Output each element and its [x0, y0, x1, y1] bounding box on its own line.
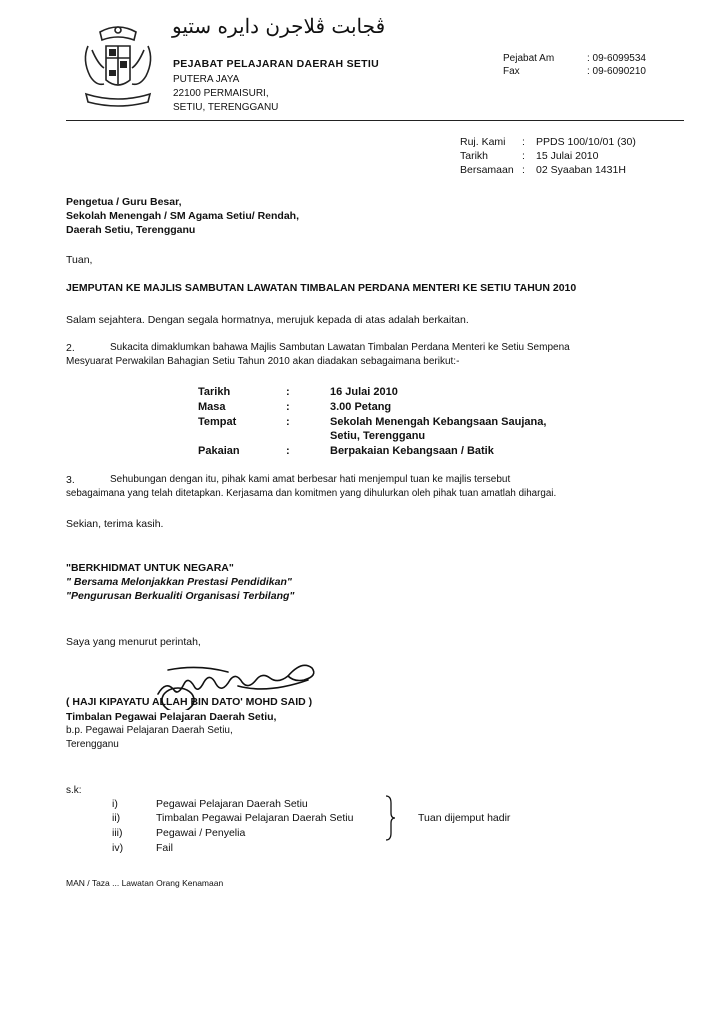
ref-row	[460, 164, 626, 176]
signatory-on-behalf: b.p. Pegawai Pelajaran Daerah Setiu,	[66, 725, 233, 736]
sign-off: Saya yang menurut perintah,	[66, 636, 201, 648]
sk-item-number: i)	[112, 798, 118, 810]
ref-sep: :	[522, 164, 525, 176]
para-2-line: Mesyuarat Perwakilan Bahagian Setiu Tahun 2010 akan diadakan sebagaimana berikut:-	[66, 356, 460, 367]
signatory-title: Timbalan Pegawai Pelajaran Daerah Setiu,	[66, 711, 277, 723]
right-brace-icon	[384, 795, 396, 841]
ref-row	[460, 136, 636, 148]
para-3-line: sebagaimana yang telah ditetapkan. Kerjasama dan komitmen yang dihulurkan oleh pihak tuan amatlah dihargai.	[66, 488, 557, 499]
address-line: 22100 PERMAISURI,	[173, 88, 269, 99]
sk-item-text: Timbalan Pegawai Pelajaran Daerah Setiu	[156, 812, 354, 824]
para-2-number: 2.	[66, 342, 75, 354]
motto-line: "BERKHIDMAT UNTUK NEGARA"	[66, 562, 234, 574]
sk-item-number: iii)	[112, 827, 123, 839]
detail-label: Tempat	[198, 416, 237, 428]
ref-sep: :	[522, 150, 525, 162]
detail-label: Masa	[198, 401, 226, 413]
salutation: Tuan,	[66, 254, 93, 266]
sk-note: Tuan dijemput hadir	[418, 812, 511, 824]
para-2-line: Sukacita dimaklumkan bahawa Majlis Sambutan Lawatan Timbalan Perdana Menteri ke Setiu Sempena	[110, 342, 570, 353]
sk-item-number: iv)	[112, 842, 124, 854]
detail-sep: :	[286, 416, 290, 428]
detail-label: Pakaian	[198, 445, 240, 457]
contact-fax	[503, 66, 646, 77]
detail-value: Berpakaian Kebangsaan / Batik	[330, 445, 494, 457]
ref-label: Tarikh	[460, 150, 489, 162]
sk-label: s.k:	[66, 785, 82, 796]
detail-sep: :	[286, 445, 290, 457]
detail-value: Sekolah Menengah Kebangsaan Saujana,	[330, 416, 547, 428]
recipient-line: Pengetua / Guru Besar,	[66, 196, 182, 208]
ref-value: 02 Syaaban 1431H	[536, 164, 626, 176]
address-line: SETIU, TERENGGANU	[173, 102, 279, 113]
detail-label: Tarikh	[198, 386, 231, 398]
detail-sep: :	[286, 401, 290, 413]
motto-line: "Pengurusan Berkualiti Organisasi Terbilang"	[66, 590, 295, 602]
contact-phone	[503, 53, 646, 64]
detail-value: 16 Julai 2010	[330, 386, 398, 398]
contact-value: : 09-6099534	[587, 53, 646, 64]
contact-label: Fax	[503, 66, 520, 77]
greeting: Salam sejahtera. Dengan segala hormatnya, merujuk kepada di atas adalah berkaitan.	[66, 314, 469, 326]
ref-sep: :	[522, 136, 525, 148]
ref-value: 15 Julai 2010	[536, 150, 599, 162]
office-name: PEJABAT PELAJARAN DAERAH SETIU	[173, 58, 379, 70]
contact-label: Pejabat Am	[503, 53, 555, 64]
ref-label: Ruj. Kami	[460, 136, 506, 148]
coat-of-arms-icon	[78, 24, 158, 110]
sk-item-text: Fail	[156, 842, 173, 854]
sk-item-text: Pegawai / Penyelia	[156, 827, 246, 839]
ref-row	[460, 150, 598, 162]
para-3-line: Sehubungan dengan itu, pihak kami amat berbesar hati menjempul tuan ke majlis tersebut	[110, 474, 511, 485]
recipient-line: Sekolah Menengah / SM Agama Setiu/ Rendah,	[66, 210, 299, 222]
footer-reference: MAN / Taza ... Lawatan Orang Kenamaan	[66, 878, 224, 888]
recipient-line: Daerah Setiu, Terengganu	[66, 224, 196, 236]
para-3-number: 3.	[66, 474, 75, 486]
motto-line: " Bersama Melonjakkan Prestasi Pendidikan"	[66, 576, 292, 588]
sk-item-text: Pegawai Pelajaran Daerah Setiu	[156, 798, 308, 810]
ref-value: PPDS 100/10/01 (30)	[536, 136, 636, 148]
ref-label: Bersamaan	[460, 164, 514, 176]
jawi-office-title: ڤجابت ڤلاجرن دايره ستيو	[172, 14, 386, 38]
detail-value: 3.00 Petang	[330, 401, 392, 413]
letterhead-divider	[66, 120, 684, 121]
sk-item-number: ii)	[112, 812, 121, 824]
contact-value: : 09-6090210	[587, 66, 646, 77]
detail-value: Setiu, Terengganu	[330, 430, 426, 442]
subject-line: JEMPUTAN KE MAJLIS SAMBUTAN LAWATAN TIMBALAN PERDANA MENTERI KE SETIU TAHUN 2010	[66, 282, 577, 294]
detail-sep: :	[286, 386, 290, 398]
closing: Sekian, terima kasih.	[66, 518, 164, 530]
signatory-state: Terengganu	[66, 739, 119, 750]
signatory-name: ( HAJI KIPAYATU ALLAH BIN DATO' MOHD SAID )	[66, 696, 313, 708]
address-line: PUTERA JAYA	[173, 74, 240, 85]
